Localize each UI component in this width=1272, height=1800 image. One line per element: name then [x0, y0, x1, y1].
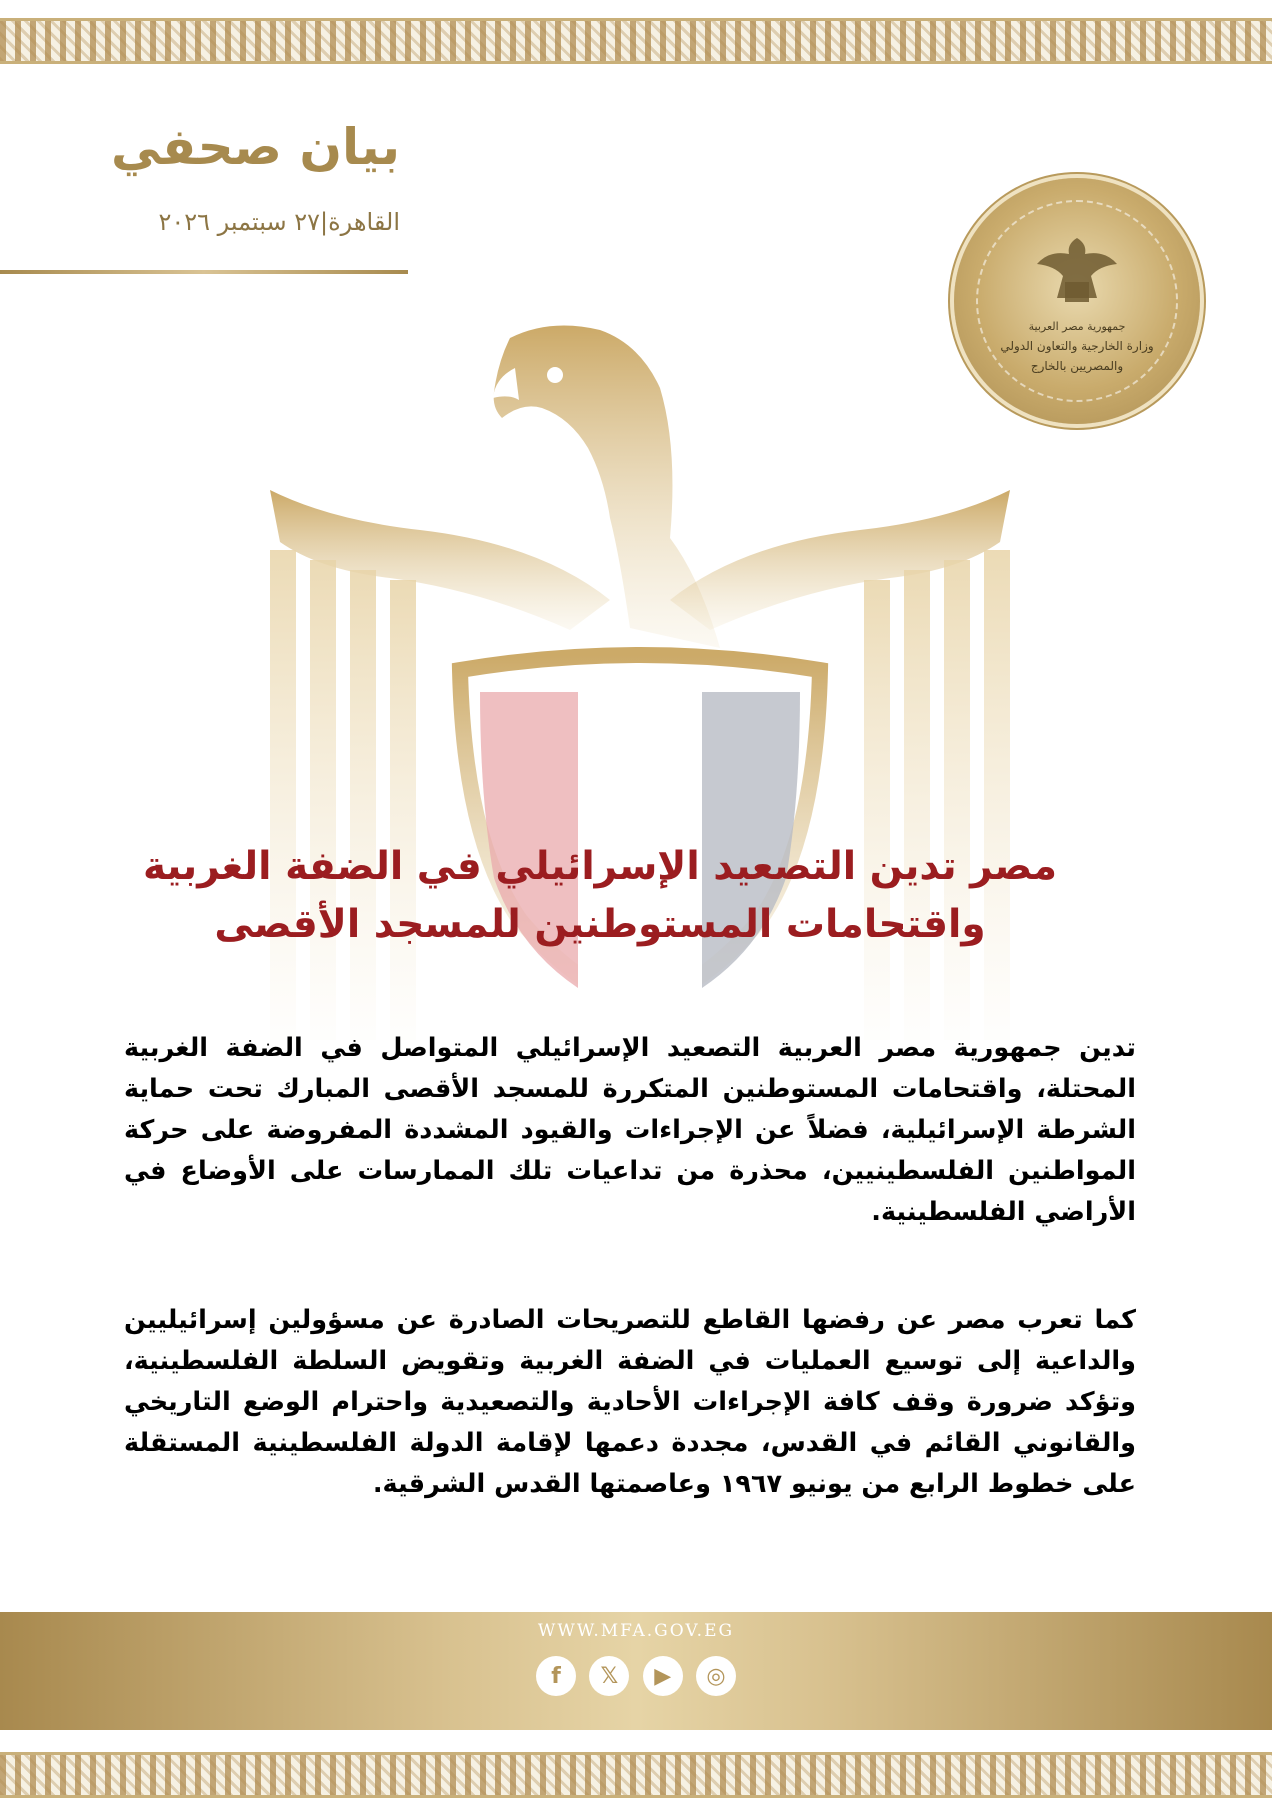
seal-line-1: جمهورية مصر العربية: [1028, 320, 1126, 333]
headline: [100, 838, 1100, 954]
body-paragraph-2: كما تعرب مصر عن رفضها القاطع للتصريحات الصادرة عن مسؤولين إسرائيليين والداعية إلى توسيع العمليات في الضفة الغربية وتقويض السلطة الفلسطينية، وتؤكد ضرورة وقف كافة الإجراءات الأحادية والتصعيدية واحترام الوضع التاريخي والقانوني القائم في القدس، مجددة دعمها لإقامة الدولة الفلسطينية المستقلة على خطوط الرابع من يونيو ١٩٦٧ وعاصمتها القدس الشرقية.: [124, 1305, 1136, 1499]
website-link[interactable]: WWW.MFA.GOV.EG: [537, 1621, 735, 1641]
press-release-title: بيان صحفي: [111, 118, 400, 176]
seal-line-2: وزارة الخارجية والتعاون الدولي: [1000, 339, 1154, 353]
bottom-ornamental-border: [0, 1752, 1272, 1798]
facebook-icon[interactable]: f: [536, 1656, 576, 1696]
youtube-icon[interactable]: ▶: [643, 1656, 683, 1696]
headline-line-2: واقتحامات المستوطنين للمسجد الأقصى: [214, 902, 986, 947]
header-divider: [0, 270, 408, 274]
social-links: [536, 1656, 736, 1700]
seal-line-3: والمصريين بالخارج: [1030, 359, 1124, 373]
location-date-line: القاهرة|٢٧ سبتمبر ٢٠٢٦: [158, 208, 400, 236]
instagram-icon[interactable]: ◎: [696, 1656, 736, 1696]
headline-line-1: مصر تدين التصعيد الإسرائيلي في الضفة الغربية: [142, 844, 1058, 889]
top-ornamental-border: [0, 18, 1272, 64]
x-icon[interactable]: 𝕏: [589, 1656, 629, 1696]
body-paragraph-1: تدين جمهورية مصر العربية التصعيد الإسرائيلي المتواصل في الضفة الغربية المحتلة، واقتحامات المستوطنين المتكررة للمسجد الأقصى المبارك تحت حماية الشرطة الإسرائيلية، فضلاً عن الإجراءات والقيود المشددة المفروضة على حركة المواطنين الفلسطينيين، محذرة من تداعيات تلك الممارسات على الأوضاع في الأراضي الفلسطينية.: [124, 1033, 1136, 1227]
